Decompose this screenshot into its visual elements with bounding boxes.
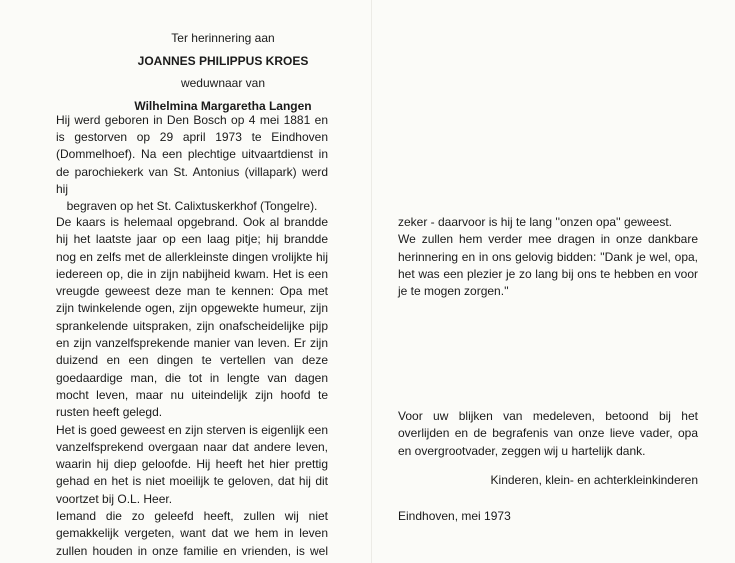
thanks-text: Voor uw blijken van medeleven, betoond bij het overlijden en de begrafenis van onze lieve vader, opa en overgrootvader, zeggen wij u hartelijk dank. <box>398 409 698 458</box>
right-paragraph-1: zeker - daarvoor is hij te lang ''onzen opa'' geweest. <box>398 215 672 229</box>
right-column <box>398 214 698 300</box>
card-header <box>118 27 328 117</box>
left-paragraph-3: Iemand die zo geleefd heeft, zullen wij niet gemakkelijk vergeten, want dat we hem in leven zullen houden in onze familie en vrienden, is wel <box>56 509 328 558</box>
biography-last-line: begraven op het St. Calixtuskerkhof (Tongelre). <box>66 199 318 214</box>
biography <box>56 112 328 215</box>
family-signoff: Kinderen, klein- en achterkleinkinderen <box>490 473 698 487</box>
thanks-paragraph <box>398 408 698 460</box>
left-paragraph-1: De kaars is helemaal opgebrand. Ook al brandde hij het laatste jaar op een laag pitje; hij brandde nog en zelfs met de allerkleinste dingen vrolijkte hij iedereen op, die in zijn nabijheid kwam. Het is een vreugde geweest deze man te kennen: Opa met zijn twinkelende ogen, zijn opgewekte humeur, zijn sprankelende uitspraken, zijn onafscheidelijke pijp en zijn vanzelfsprekende manier van leven. Er zijn duizend en een dingen te vertellen van deze goedaardige man, die tot in lengte van dagen mocht leven, maar nu uiteindelijk zijn hoofd te rusten heeft gelegd. <box>56 215 328 420</box>
left-column <box>56 214 328 560</box>
relation-line: weduwnaar van <box>180 76 266 90</box>
card-fold-line <box>371 0 372 563</box>
spouse-name: Wilhelmina Margaretha Langen <box>134 98 312 113</box>
place-date: Eindhoven, mei 1973 <box>398 509 511 523</box>
right-paragraph-2: We zullen hem verder mee dragen in onze dankbare herinnering en in ons gelovig bidden: ''Dank je wel, opa, het was een plezier je zo lang bij ons te hebben en voor je te mogen zorgen.'' <box>398 232 698 299</box>
biography-text: Hij werd geboren in Den Bosch op 4 mei 1881 en is gestorven op 29 april 1973 te Eindhoven (Dommelhoef). Na een plechtige uitvaartdienst in de parochiekerk van St. Antonius (villapark) werd hij <box>56 113 328 196</box>
intro-line: Ter herinnering aan <box>171 31 275 45</box>
left-paragraph-2: Het is goed geweest en zijn sterven is eigenlijk een vanzelfsprekend overgaan naar dat andere leven, waarin hij diep geloofde. Hij heeft het hier prettig gehad en het is niet moeilijk te geloven, dat hij dit voortzet bij O.L. Heer. <box>56 422 328 506</box>
deceased-name: JOANNES PHILIPPUS KROES <box>137 53 309 68</box>
